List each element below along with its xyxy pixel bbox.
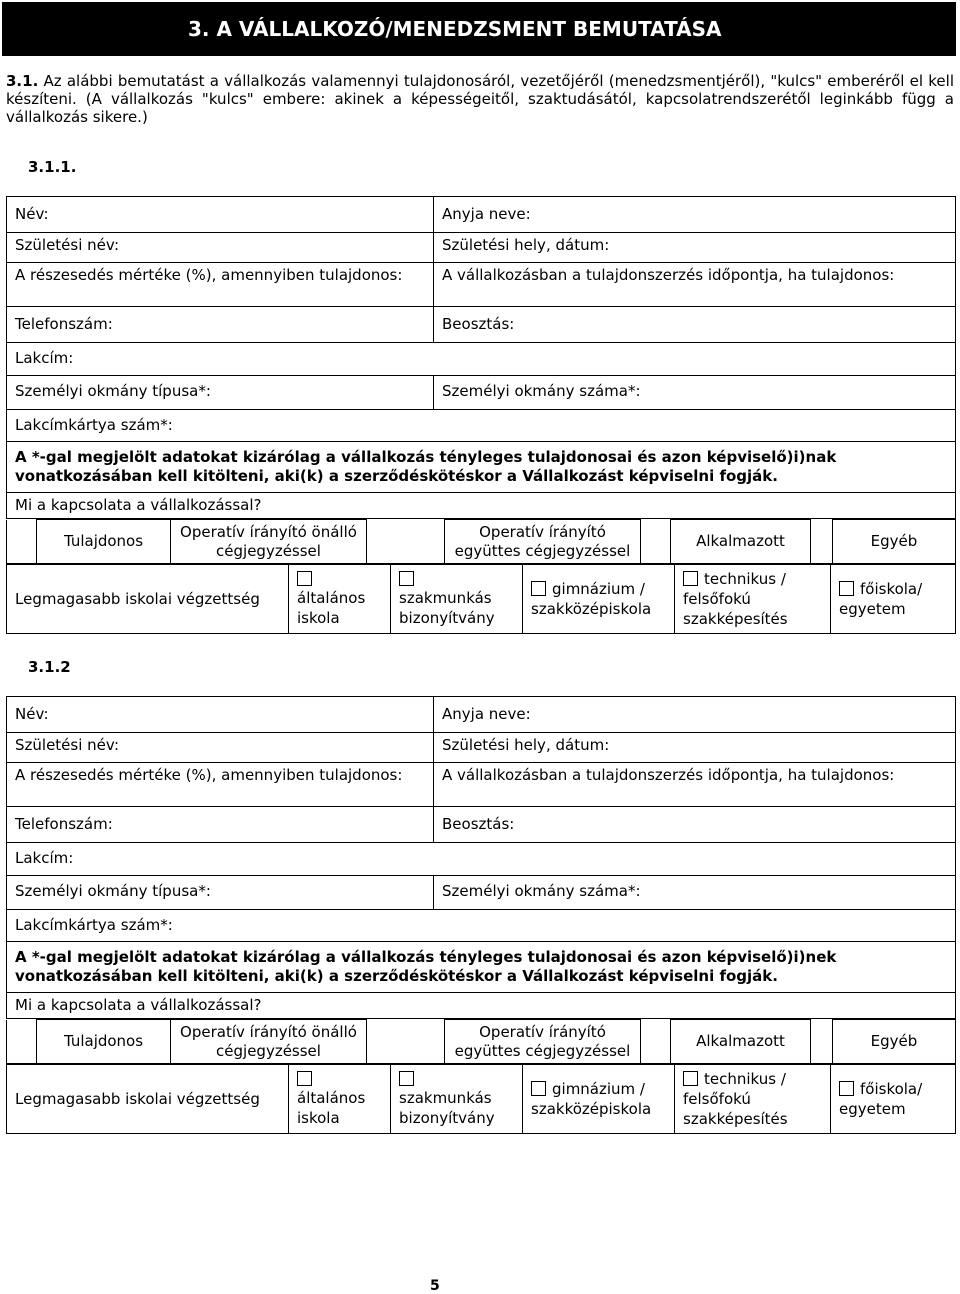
relation-option-owner[interactable]: Tulajdonos [37,1020,171,1064]
id-type-field[interactable]: Személyi okmány típusa*: [7,376,434,409]
person-form-2 [6,696,956,1134]
checkbox-icon[interactable] [839,581,854,596]
intro-text: Az alábbi bemutatást a vállalkozás valamennyi tulajdonosáról, vezetőjéről (menedzsmentjéről), "kulcs" emberéről el kell készíteni. (A vállalkozás "kulcs" embere: akinek a képességeitől, szaktudásától, kapcsolatrendszerétől leginkább függ a vállalkozás sikere.) [6,72,954,126]
name-field[interactable]: Név: [7,697,434,732]
notice-text: A *-gal megjelölt adatokat kizárólag a vállalkozás tényleges tulajdonosai és azon képviselő)i)nek vonatkozásában kell kitölteni, aki(k) a szerződéskötéskor a Vállalkozást képviselni fogják. [6,942,956,993]
birth-name-field[interactable]: Születési név: [7,733,434,762]
address-field[interactable]: Lakcím: [15,849,74,867]
relation-option-joint[interactable]: Operatív írányító együttes cégjegyzéssel [445,520,641,564]
section-heading: 3.1.2 [28,658,71,676]
id-number-field[interactable]: Személyi okmány száma*: [442,382,641,400]
education-label: Legmagasabb iskolai végzettség [7,565,289,634]
page-number: 5 [430,1278,440,1294]
name-field[interactable]: Név: [7,197,434,232]
education-option-university[interactable]: főiskola/ egyetem [831,565,956,634]
checkbox-icon[interactable] [839,1081,854,1096]
id-type-field[interactable]: Személyi okmány típusa*: [7,876,434,909]
ownership-date-field[interactable]: A vállalkozásban a tulajdonszerzés időpontja, ha tulajdonos: [442,266,895,284]
address-card-field[interactable]: Lakcímkártya szám*: [15,916,173,934]
relation-question: Mi a kapcsolata a vállalkozással? [6,993,956,1019]
checkbox-icon[interactable] [297,1071,312,1086]
education-option-primary[interactable]: általános iskola [289,1065,391,1134]
ownership-date-field[interactable]: A vállalkozásban a tulajdonszerzés időpontja, ha tulajdonos: [442,766,895,784]
checkbox-icon[interactable] [297,571,312,586]
birth-place-date-field[interactable]: Születési hely, dátum: [442,736,610,754]
mother-name-field[interactable]: Anyja neve: [442,705,531,723]
section-heading: 3.1.1. [28,158,77,176]
intro-paragraph [6,72,954,126]
address-field[interactable]: Lakcím: [15,349,74,367]
mother-name-field[interactable]: Anyja neve: [442,205,531,223]
birth-name-field[interactable]: Születési név: [7,233,434,262]
position-field[interactable]: Beosztás: [442,815,515,833]
education-option-vocational[interactable]: szakmunkás bizonyítvány [391,1065,523,1134]
education-option-technical[interactable]: technikus / felsőfokú szakképesítés [675,565,831,634]
education-options [6,564,956,634]
share-field[interactable]: A részesedés mértéke (%), amennyiben tulajdonos: [7,763,434,806]
page-title: 3. A VÁLLALKOZÓ/MENEDZSMENT BEMUTATÁSA [2,2,956,56]
relation-option-owner[interactable]: Tulajdonos [37,520,171,564]
checkbox-icon[interactable] [683,571,698,586]
checkbox-icon[interactable] [683,1071,698,1086]
checkbox-icon[interactable] [531,581,546,596]
person-form-1 [6,196,956,634]
address-card-field[interactable]: Lakcímkártya szám*: [15,416,173,434]
relation-options [6,1019,956,1064]
education-label: Legmagasabb iskolai végzettség [7,1065,289,1134]
education-options [6,1064,956,1134]
relation-options [6,519,956,564]
relation-option-other[interactable]: Egyéb [833,520,956,564]
position-field[interactable]: Beosztás: [442,315,515,333]
share-field[interactable]: A részesedés mértéke (%), amennyiben tulajdonos: [7,263,434,306]
phone-field[interactable]: Telefonszám: [7,307,434,342]
relation-option-other[interactable]: Egyéb [833,1020,956,1064]
relation-option-independent[interactable]: Operatív írányító önálló cégjegyzéssel [171,1020,367,1064]
relation-question: Mi a kapcsolata a vállalkozással? [6,493,956,519]
relation-option-independent[interactable]: Operatív írányító önálló cégjegyzéssel [171,520,367,564]
id-number-field[interactable]: Személyi okmány száma*: [442,882,641,900]
checkbox-icon[interactable] [531,1081,546,1096]
relation-option-joint[interactable]: Operatív írányító együttes cégjegyzéssel [445,1020,641,1064]
relation-option-employee[interactable]: Alkalmazott [671,520,811,564]
education-option-vocational[interactable]: szakmunkás bizonyítvány [391,565,523,634]
education-option-secondary[interactable]: gimnázium / szakközépiskola [523,565,675,634]
notice-text: A *-gal megjelölt adatokat kizárólag a vállalkozás tényleges tulajdonosai és azon képviselő)i)nak vonatkozásában kell kitölteni, aki(k) a szerződéskötéskor a Vállalkozást képviselni fogják. [6,442,956,493]
intro-number: 3.1. [6,72,39,90]
checkbox-icon[interactable] [399,1071,414,1086]
education-option-technical[interactable]: technikus / felsőfokú szakképesítés [675,1065,831,1134]
education-option-secondary[interactable]: gimnázium / szakközépiskola [523,1065,675,1134]
checkbox-icon[interactable] [399,571,414,586]
education-option-primary[interactable]: általános iskola [289,565,391,634]
relation-option-employee[interactable]: Alkalmazott [671,1020,811,1064]
birth-place-date-field[interactable]: Születési hely, dátum: [442,236,610,254]
phone-field[interactable]: Telefonszám: [7,807,434,842]
education-option-university[interactable]: főiskola/ egyetem [831,1065,956,1134]
